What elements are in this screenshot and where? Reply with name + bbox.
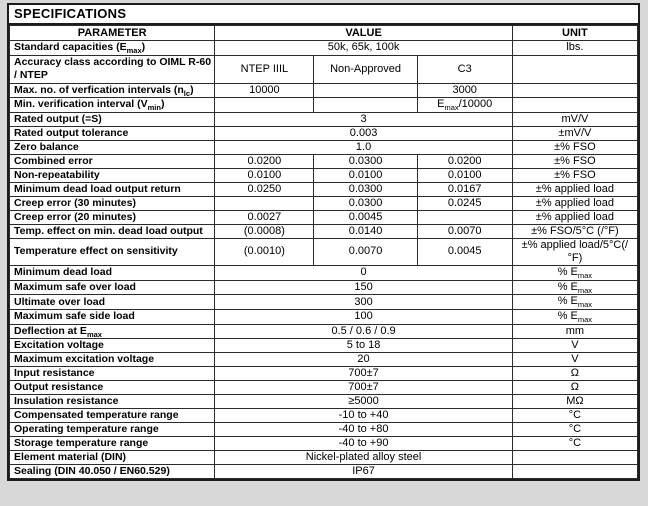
header-row — [10, 26, 638, 41]
parameter-cell: Non-repeatability — [10, 168, 215, 182]
value-cell: -40 to +80 — [215, 423, 512, 437]
unit-cell: ±% FSO — [512, 168, 637, 182]
value-cell: NTEP IIIL — [215, 55, 314, 83]
value-cell: 700±7 — [215, 381, 512, 395]
table-row — [10, 409, 638, 423]
value-cell: 700±7 — [215, 367, 512, 381]
table-row — [10, 353, 638, 367]
parameter-cell: Standard capacities $(E_{max})$ — [10, 41, 215, 56]
table-row — [10, 324, 638, 339]
table-row — [10, 182, 638, 196]
unit-cell: ±% FSO — [512, 140, 637, 154]
value-cell: 20 — [215, 353, 512, 367]
parameter-cell: Input resistance — [10, 367, 215, 381]
parameter-cell: Maximum excitation voltage — [10, 353, 215, 367]
unit-cell: MΩ — [512, 395, 637, 409]
value-cell: 300 — [215, 295, 512, 310]
parameter-cell: Zero balance — [10, 140, 215, 154]
value-cell: (0.0008) — [215, 224, 314, 238]
value-cell: -10 to +40 — [215, 409, 512, 423]
value-cell: 50k, 65k, 100k — [215, 41, 512, 56]
value-cell: 5 to 18 — [215, 339, 512, 353]
table-row — [10, 437, 638, 451]
column-header-parameter: PARAMETER — [10, 26, 215, 41]
value-cell: 0.0027 — [215, 210, 314, 224]
value-cell: 0.0300 — [314, 154, 417, 168]
parameter-cell: Creep error (30 minutes) — [10, 196, 215, 210]
unit-cell: V — [512, 339, 637, 353]
value-cell: 1.0 — [215, 140, 512, 154]
value-cell: 3000 — [417, 83, 512, 98]
value-cell: 10000 — [215, 83, 314, 98]
value-cell: 0.0300 — [314, 182, 417, 196]
value-cell: 150 — [215, 280, 512, 295]
parameter-cell: Min. verification interval $(V_{min})$ — [10, 98, 215, 113]
unit-cell: % $E_{max}$ — [512, 265, 637, 280]
table-row — [10, 465, 638, 479]
value-cell: 0.0045 — [417, 238, 512, 265]
value-cell: 0.0100 — [314, 168, 417, 182]
value-cell: 0.0200 — [215, 154, 314, 168]
value-cell: IP67 — [215, 465, 512, 479]
parameter-cell: Element material (DIN) — [10, 451, 215, 465]
value-cell: 0.003 — [215, 126, 512, 140]
table-row — [10, 83, 638, 98]
parameter-cell: Operating temperature range — [10, 423, 215, 437]
value-cell: $E_{max}/10000$ — [417, 98, 512, 113]
parameter-cell: Sealing (DIN 40.050 / EN60.529) — [10, 465, 215, 479]
unit-cell: Ω — [512, 381, 637, 395]
value-cell: 0.0140 — [314, 224, 417, 238]
parameter-cell: Excitation voltage — [10, 339, 215, 353]
table-row — [10, 367, 638, 381]
value-cell: 0.0167 — [417, 182, 512, 196]
value-cell: 0.0200 — [417, 154, 512, 168]
parameter-cell: Ultimate over load — [10, 295, 215, 310]
unit-cell: ±mV/V — [512, 126, 637, 140]
unit-cell — [512, 55, 637, 83]
column-header-value: VALUE — [215, 26, 512, 41]
unit-cell: ±% applied load — [512, 210, 637, 224]
table-row — [10, 210, 638, 224]
value-cell — [215, 98, 314, 113]
table-row — [10, 154, 638, 168]
value-cell: (0.0010) — [215, 238, 314, 265]
unit-cell: mV/V — [512, 112, 637, 126]
parameter-cell: Temperature effect on sensitivity — [10, 238, 215, 265]
value-cell: 0.5 / 0.6 / 0.9 — [215, 324, 512, 339]
unit-cell: ±% applied load/5°C(/°F) — [512, 238, 637, 265]
table-row — [10, 339, 638, 353]
table-row — [10, 395, 638, 409]
parameter-cell: Combined error — [10, 154, 215, 168]
value-cell: 0.0245 — [417, 196, 512, 210]
unit-cell — [512, 98, 637, 113]
parameter-cell: Deflection at $E_{max}$ — [10, 324, 215, 339]
parameter-cell: Minimum dead load — [10, 265, 215, 280]
table-row — [10, 98, 638, 113]
table-row — [10, 196, 638, 210]
table-row — [10, 41, 638, 56]
value-cell: Nickel-plated alloy steel — [215, 451, 512, 465]
unit-cell: °C — [512, 437, 637, 451]
unit-cell: ±% FSO — [512, 154, 637, 168]
table-row — [10, 126, 638, 140]
table-row — [10, 280, 638, 295]
unit-cell: lbs. — [512, 41, 637, 56]
value-cell: 0.0100 — [215, 168, 314, 182]
parameter-cell: Accuracy class according to OIML R-60 / NTEP — [10, 55, 215, 83]
value-cell: 0.0070 — [417, 224, 512, 238]
unit-cell: % $E_{max}$ — [512, 280, 637, 295]
parameter-cell: Max. no. of verfication intervals $(n_{lc})$ — [10, 83, 215, 98]
parameter-cell: Rated output tolerance — [10, 126, 215, 140]
value-cell: 0 — [215, 265, 512, 280]
unit-cell: mm — [512, 324, 637, 339]
unit-cell: V — [512, 353, 637, 367]
table-row — [10, 224, 638, 238]
table-row — [10, 168, 638, 182]
table-row — [10, 238, 638, 265]
parameter-cell: Maximum safe side load — [10, 309, 215, 324]
value-cell — [417, 210, 512, 224]
value-cell — [215, 196, 314, 210]
parameter-cell: Storage temperature range — [10, 437, 215, 451]
value-cell: 100 — [215, 309, 512, 324]
unit-cell: % $E_{max}$ — [512, 295, 637, 310]
table-row — [10, 112, 638, 126]
value-cell: 0.0300 — [314, 196, 417, 210]
unit-cell: ±% FSO/5°C (/°F) — [512, 224, 637, 238]
value-cell: 0.0045 — [314, 210, 417, 224]
value-cell: C3 — [417, 55, 512, 83]
unit-cell: ±% applied load — [512, 196, 637, 210]
specifications-sheet — [7, 3, 640, 481]
value-cell: 0.0070 — [314, 238, 417, 265]
parameter-cell: Minimum dead load output return — [10, 182, 215, 196]
value-cell: 3 — [215, 112, 512, 126]
page-title: SPECIFICATIONS — [9, 5, 638, 25]
specifications-table — [9, 25, 638, 479]
parameter-cell: Insulation resistance — [10, 395, 215, 409]
unit-cell: ±% applied load — [512, 182, 637, 196]
value-cell: ≥5000 — [215, 395, 512, 409]
parameter-cell: Compensated temperature range — [10, 409, 215, 423]
value-cell — [314, 98, 417, 113]
value-cell: -40 to +90 — [215, 437, 512, 451]
unit-cell: °C — [512, 409, 637, 423]
unit-cell — [512, 83, 637, 98]
unit-cell: % $E_{max}$ — [512, 309, 637, 324]
table-row — [10, 309, 638, 324]
table-row — [10, 381, 638, 395]
table-row — [10, 265, 638, 280]
value-cell: 0.0100 — [417, 168, 512, 182]
unit-cell — [512, 451, 637, 465]
spec-table-body — [10, 41, 638, 479]
table-row — [10, 295, 638, 310]
unit-cell — [512, 465, 637, 479]
parameter-cell: Temp. effect on min. dead load output — [10, 224, 215, 238]
value-cell: 0.0250 — [215, 182, 314, 196]
value-cell — [314, 83, 417, 98]
unit-cell: °C — [512, 423, 637, 437]
table-row — [10, 140, 638, 154]
parameter-cell: Rated output (=S) — [10, 112, 215, 126]
value-cell: Non-Approved — [314, 55, 417, 83]
parameter-cell: Maximum safe over load — [10, 280, 215, 295]
parameter-cell: Output resistance — [10, 381, 215, 395]
column-header-unit: UNIT — [512, 26, 637, 41]
table-row — [10, 451, 638, 465]
unit-cell: Ω — [512, 367, 637, 381]
table-row — [10, 55, 638, 83]
parameter-cell: Creep error (20 minutes) — [10, 210, 215, 224]
table-row — [10, 423, 638, 437]
